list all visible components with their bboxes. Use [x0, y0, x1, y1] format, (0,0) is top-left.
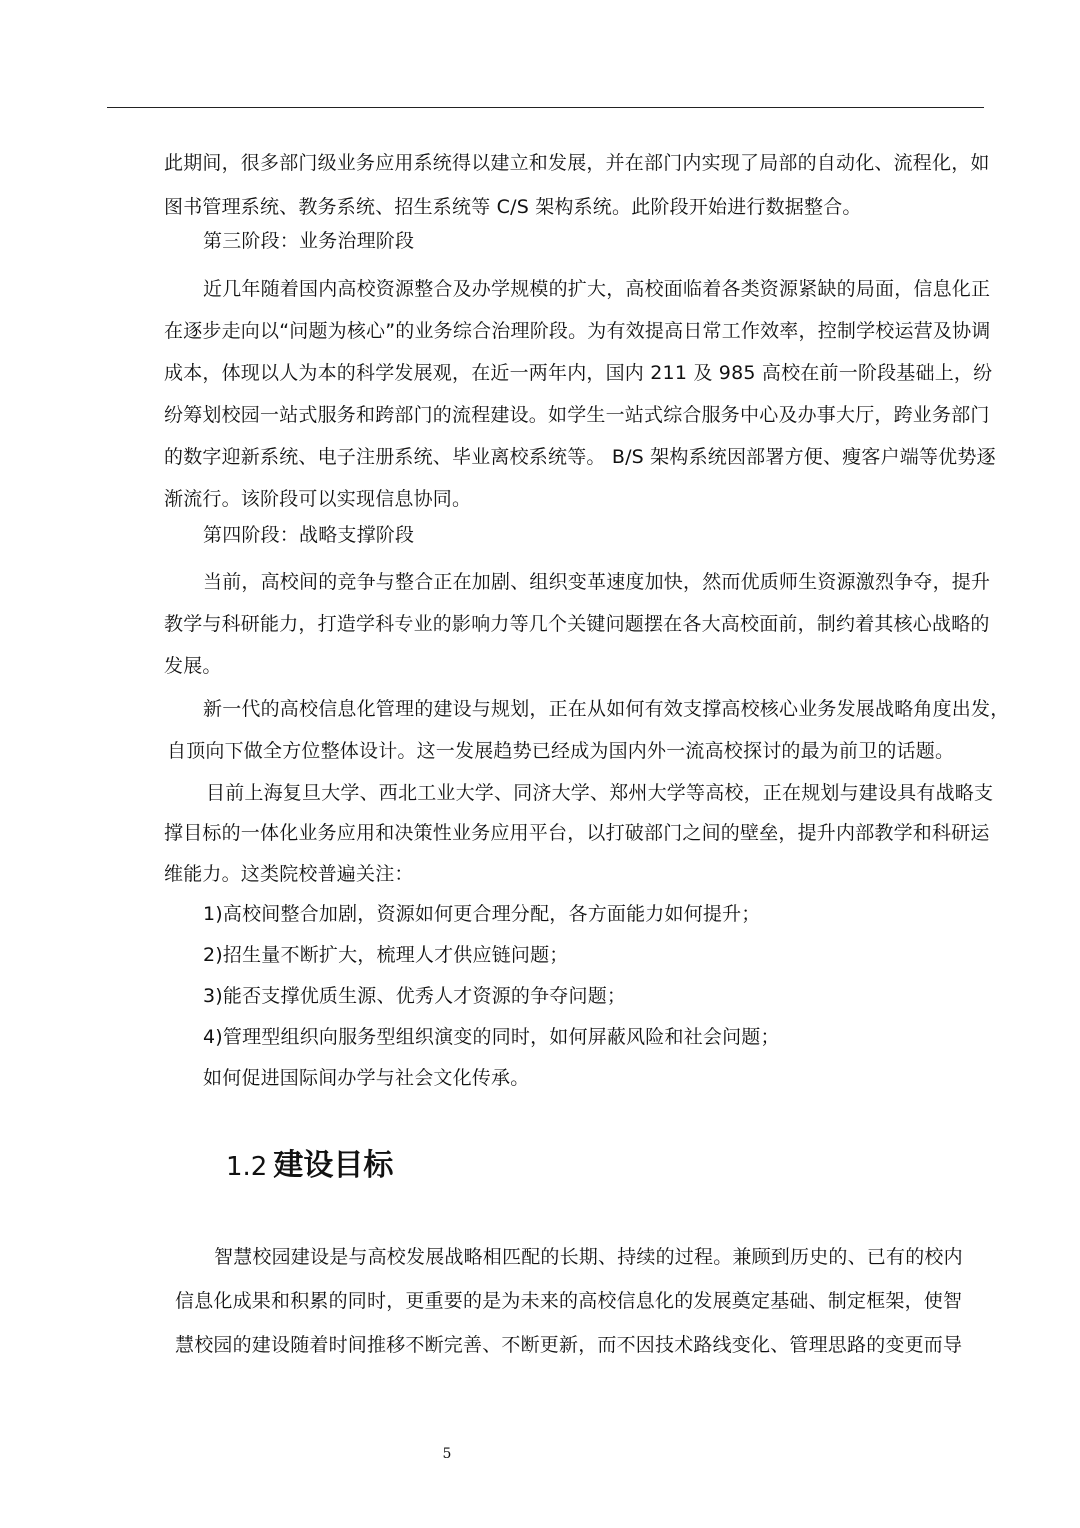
paragraph-line: 图书管理系统、教务系统、招生系统等 C/S 架构系统。此阶段开始进行数据整合。	[164, 196, 862, 218]
paragraph-line: 如何促进国际间办学与社会文化传承。	[203, 1067, 530, 1089]
section-heading	[226, 1140, 393, 1184]
paragraph-line: 渐流行。该阶段可以实现信息协同。	[164, 488, 472, 510]
paragraph-line: 撑目标的一体化业务应用和决策性业务应用平台，以打破部门之间的壁垒，提升内部教学和科研运	[164, 822, 990, 844]
page-number: 5	[442, 1446, 452, 1462]
paragraph-line: 智慧校园建设是与高校发展战略相匹配的长期、持续的过程。兼顾到历史的、已有的校内	[214, 1246, 963, 1268]
list-item: 4)管理型组织向服务型组织演变的同时，如何屏蔽风险和社会问题；	[203, 1026, 780, 1048]
paragraph-line: 在逐步走向以“问题为核心”的业务综合治理阶段。为有效提高日常工作效率，控制学校运营及协调	[164, 320, 991, 342]
list-item: 1)高校间整合加剧，资源如何更合理分配，各方面能力如何提升；	[203, 903, 761, 925]
paragraph-line: 当前，高校间的竞争与整合正在加剧、组织变革速度加快，然而优质师生资源激烈争夺，提升	[203, 571, 991, 593]
section-title: 建设目标	[273, 1148, 394, 1183]
list-item: 2)招生量不断扩大，梳理人才供应链问题；	[203, 944, 569, 966]
list-item: 3)能否支撑优质生源、优秀人才资源的争夺问题；	[203, 985, 627, 1007]
paragraph-line: 教学与科研能力，打造学科专业的影响力等几个关键问题摆在各大高校面前，制约着其核心战略的	[164, 613, 990, 635]
paragraph-line: 的数字迎新系统、电子注册系统、毕业离校系统等。 B/S 架构系统因部署方便、瘦客户端等优势逐	[164, 446, 996, 468]
paragraph-line: 发展。	[164, 655, 222, 677]
header-rule	[107, 107, 984, 108]
paragraph-line: 新一代的高校信息化管理的建设与规划，正在从如何有效支撑高校核心业务发展战略角度出发，	[203, 698, 1010, 720]
paragraph-line: 自顶向下做全方位整体设计。这一发展趋势已经成为国内外一流高校探讨的最为前卫的话题。	[167, 740, 955, 762]
paragraph-line: 近几年随着国内高校资源整合及办学规模的扩大，高校面临着各类资源紧缺的局面，信息化正	[203, 278, 991, 300]
paragraph-line: 维能力。这类院校普遍关注：	[164, 863, 414, 885]
paragraph-line: 此期间，很多部门级业务应用系统得以建立和发展，并在部门内实现了局部的自动化、流程化，如	[164, 152, 990, 174]
paragraph-line: 成本，体现以人为本的科学发展观，在近一两年内，国内 211 及 985 高校在前一阶段基础上，纷	[164, 362, 993, 384]
section-number: 1.2	[226, 1152, 268, 1182]
stage-heading: 第四阶段：战略支撑阶段	[203, 524, 415, 546]
paragraph-line: 纷筹划校园一站式服务和跨部门的流程建设。如学生一站式综合服务中心及办事大厅，跨业务部门	[164, 404, 990, 426]
paragraph-line: 目前上海复旦大学、西北工业大学、同济大学、郑州大学等高校，正在规划与建设具有战略支	[206, 782, 994, 804]
stage-heading: 第三阶段：业务治理阶段	[203, 230, 415, 252]
paragraph-line: 信息化成果和积累的同时，更重要的是为未来的高校信息化的发展奠定基础、制定框架，使智	[175, 1290, 963, 1312]
paragraph-line: 慧校园的建设随着时间推移不断完善、不断更新，而不因技术路线变化、管理思路的变更而导	[175, 1334, 963, 1356]
